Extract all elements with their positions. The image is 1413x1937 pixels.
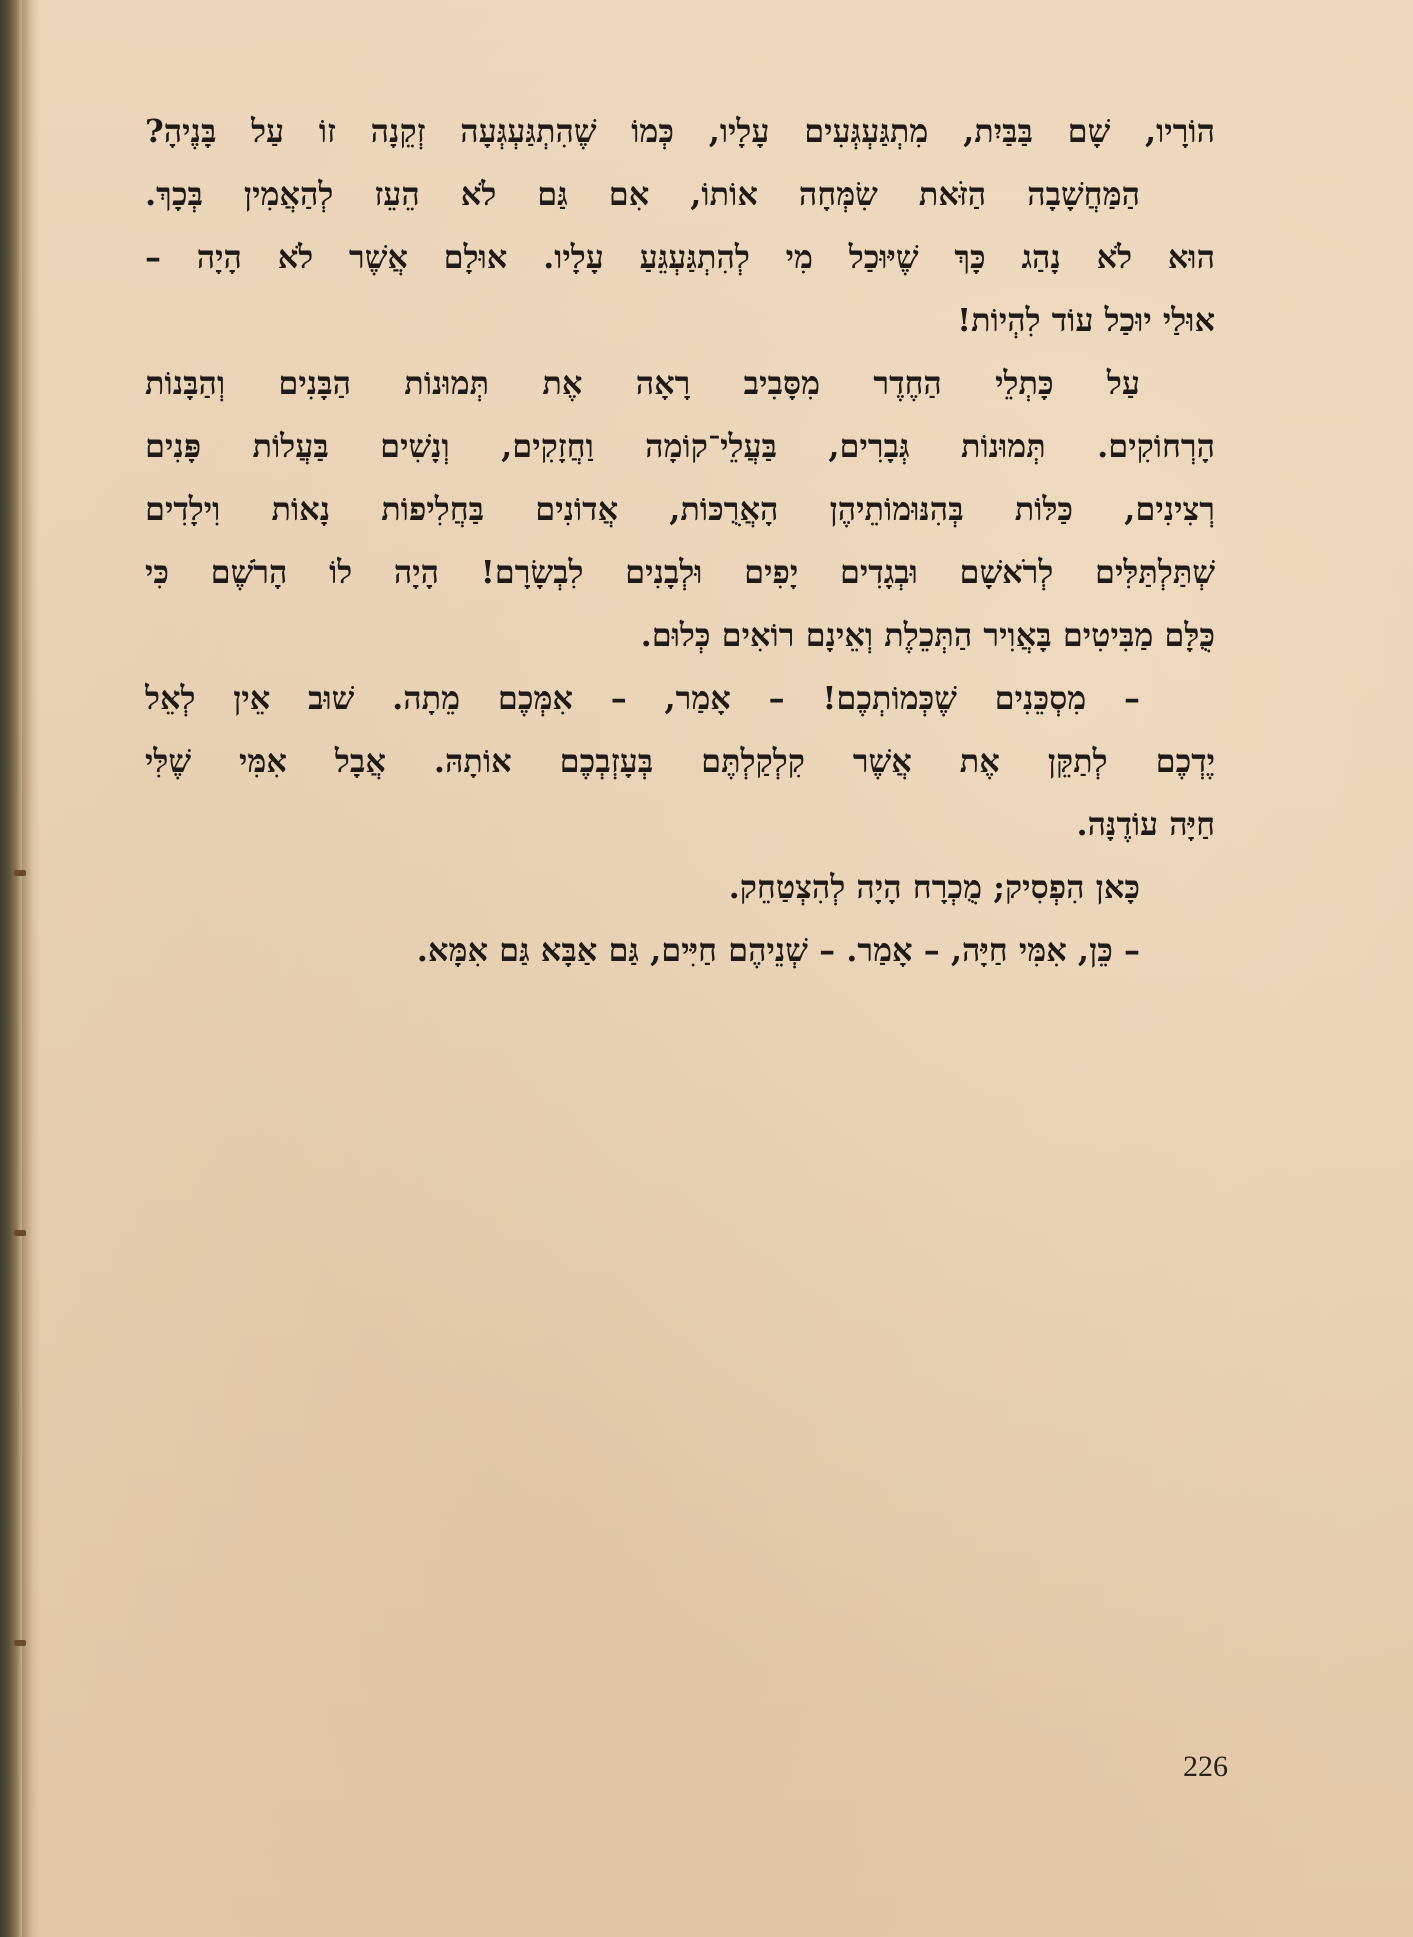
text-line: – מִסְכֵּנִים שֶׁכְּמוֹתְכֶם! – אָמַר, – אִמְּכֶם מֵתָה. שׁוּב אֵין לְאֵל (145, 679, 1140, 717)
text-line: אוּלַי יוּכַל עוֹד לִהְיוֹת! (957, 301, 1215, 339)
text-line: חַיָּה עוֹדֶנָּה. (1076, 805, 1215, 843)
text-line: כֻּלָּם מַבִּיטִים בָּאֲוִיר הַתְּכֵלֶת וְאֵינָם רוֹאִים כְּלוּם. (640, 616, 1215, 654)
text-line: הַמַּחֲשָׁבָה הַזֹּאת שִׂמְּחָה אוֹתוֹ, אִם גַּם לֹא הֵעֵז לְהַאֲמִין בְּכָךְ. (145, 175, 1140, 213)
body-text (145, 100, 1215, 982)
text-line: רְצִינִים, כַּלּוֹת בְּהִנּוּמוֹתֵיהֶן הָאֲרֻכּוֹת, אֲדוֹנִים בַּחֲלִיפוֹת נָאוֹת וִילָדִים (145, 490, 1215, 528)
book-spine (0, 0, 22, 1937)
binding-stitch (14, 870, 26, 876)
text-line: יֶדְכֶם לְתַקֵּן אֶת אֲשֶׁר קִלְקַלְתֶּם בְּעָזְבְכֶם אוֹתָהּ. אֲבָל אִמִּי שֶׁלִּי (145, 742, 1215, 780)
text-line: כָּאן הִפְסִיק; מֻכְרָח הָיָה לְהִצְטַחֵק. (728, 868, 1140, 906)
text-line: שְׁתַּלְתַּלִּים לְרֹאשָׁם וּבְגָדִים יָפִים וּלְבָנִים לִבְשָׂרָם! הָיָה לוֹ הָרֹשֶׁם כִּי (145, 553, 1215, 591)
page-number: 226 (1183, 1750, 1228, 1783)
text-line: הָרְחוֹקִים. תְּמוּנוֹת גְּבָרִים, בַּעֲלֵי־קוֹמָה וַחֲזָקִים, וְנָשִׁים בַּעֲלוֹת פָּנִים (145, 427, 1215, 465)
binding-stitch (14, 1230, 26, 1236)
spine-shadow (22, 0, 40, 1937)
text-line: – כֵּן, אִמִּי חַיָּה, – אָמַר. – שְׁנֵיהֶם חַיִּים, גַּם אַבָּא גַּם אִמָּא. (416, 931, 1140, 969)
binding-stitch (14, 1640, 26, 1646)
text-line: עַל כָּתְלֵי הַחֶדֶר מִסָּבִיב רָאָה אֶת תְּמוּנוֹת הַבָּנִים וְהַבָּנוֹת (145, 364, 1140, 402)
text-line: הוּא לֹא נָהַג כָּךְ שֶׁיּוּכַל מִי לְהִתְגַּעְגֵּעַ עָלָיו. אוּלָם אֲשֶׁר לֹא הָיָה – (145, 238, 1215, 276)
text-line: הוֹרָיו, שָׁם בַּבַּיִת, מִתְגַּעְגְּעִים עָלָיו, כְּמוֹ שֶׁהִתְגַּעְגְּעָה זְקֵנָה זוֹ עַל בָּנֶיהָ? (145, 112, 1215, 150)
